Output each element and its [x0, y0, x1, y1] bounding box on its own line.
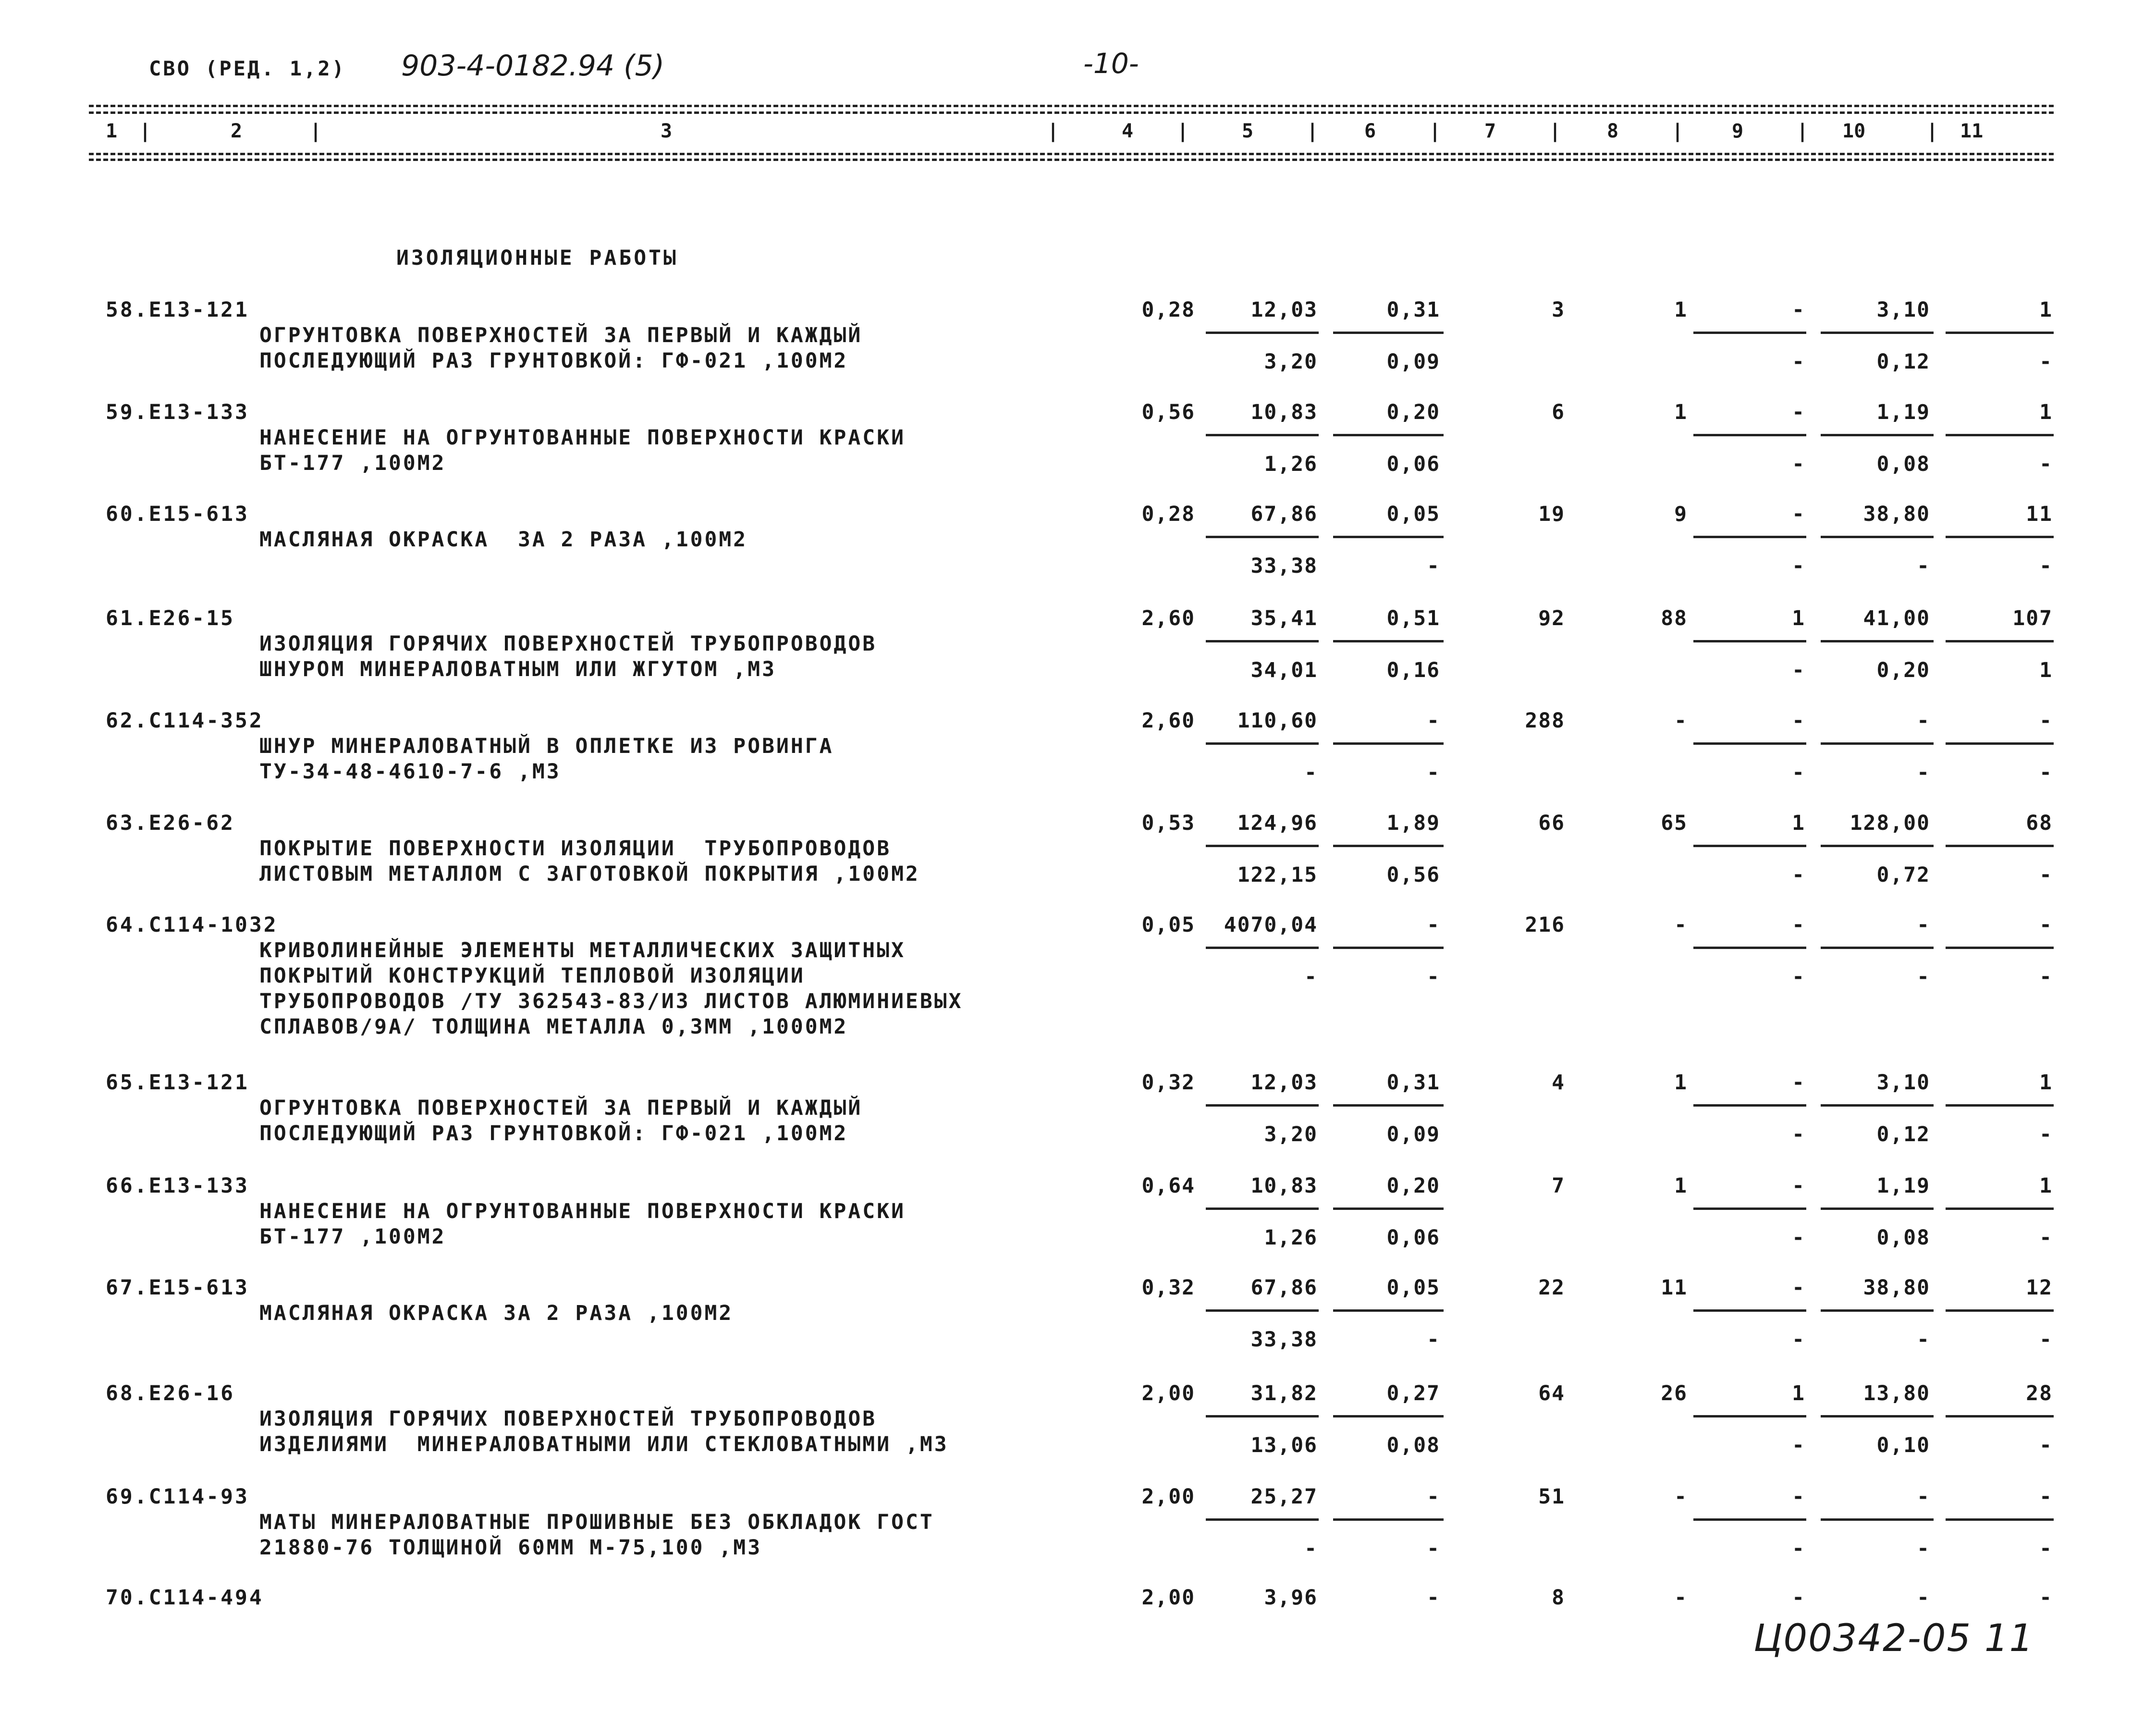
cell-b10: - — [1917, 1328, 1930, 1352]
cell-c11: 11 — [2026, 502, 2053, 526]
fraction-rule — [1333, 1309, 1444, 1312]
cell-c5: 10,83 — [1250, 1174, 1318, 1198]
cell-c4: 0,28 — [1141, 298, 1195, 322]
cell-b5: 13,06 — [1250, 1433, 1318, 1457]
column-separator: | — [1177, 120, 1189, 142]
fraction-rule — [1693, 1518, 1806, 1521]
cell-b11: - — [2039, 965, 2053, 989]
cell-b10: 0,10 — [1876, 1433, 1930, 1457]
fraction-rule — [1206, 845, 1319, 847]
cell-c10: 38,80 — [1863, 502, 1930, 526]
header-rule-bottom — [89, 153, 2054, 155]
row-code: 59.Е13-133 — [106, 400, 249, 424]
row-code: 65.Е13-121 — [106, 1071, 249, 1095]
header-rule-top — [89, 105, 2054, 107]
cell-b10: 0,12 — [1876, 1122, 1930, 1146]
cell-b6: - — [1427, 1537, 1440, 1561]
cell-c8: 11 — [1661, 1276, 1688, 1300]
fraction-rule — [1821, 1309, 1934, 1312]
cell-b5: 1,26 — [1264, 452, 1318, 476]
fraction-rule — [1333, 1104, 1444, 1107]
cell-c7: 66 — [1538, 811, 1565, 835]
cell-c9: 1 — [1792, 811, 1805, 835]
cell-c11: - — [2039, 1586, 2053, 1610]
cell-b11: - — [2039, 452, 2053, 476]
row-code: 67.Е15-613 — [106, 1276, 249, 1300]
cell-c11: 1 — [2039, 1174, 2053, 1198]
column-number: 8 — [1607, 120, 1619, 142]
cell-c7: 92 — [1538, 606, 1565, 630]
cell-c6: 0,20 — [1386, 400, 1440, 424]
fraction-rule — [1333, 845, 1444, 847]
row-code: 70.С114-494 — [106, 1586, 264, 1610]
fraction-rule — [1946, 536, 2054, 538]
column-separator: | — [1797, 120, 1809, 142]
column-number: 1 — [106, 120, 118, 142]
cell-b11: - — [2039, 554, 2053, 578]
fraction-rule — [1693, 1208, 1806, 1210]
cell-b6: - — [1427, 965, 1440, 989]
fraction-rule — [1333, 640, 1444, 642]
cell-b6: - — [1427, 761, 1440, 785]
row-description: КРИВОЛИНЕЙНЫЕ ЭЛЕМЕНТЫ МЕТАЛЛИЧЕСКИХ ЗАЩИТНЫХ ПОКРЫТИЙ КОНСТРУКЦИЙ ТЕПЛОВОЙ ИЗОЛЯЦИИ ТРУБОПРОВОДОВ /ТУ 362543-83/ИЗ ЛИСТОВ АЛЮМИНИЕВЫХ СПЛАВОВ/9А/ ТОЛЩИНА МЕТАЛЛА 0,3ММ ,1000М2 — [259, 938, 963, 1039]
cell-b5: 3,20 — [1264, 350, 1318, 374]
column-separator: | — [139, 120, 151, 142]
cell-c6: - — [1427, 1586, 1440, 1610]
header-rule-top-2 — [89, 111, 2054, 114]
table-row — [0, 502, 2156, 603]
row-description: ПОКРЫТИЕ ПОВЕРХНОСТИ ИЗОЛЯЦИИ ТРУБОПРОВОДОВ ЛИСТОВЫМ МЕТАЛЛОМ С ЗАГОТОВКОЙ ПОКРЫТИЯ ,100М2 — [259, 837, 920, 886]
cell-c5: 67,86 — [1250, 502, 1318, 526]
cell-b9: - — [1792, 1328, 1805, 1352]
cell-c10: 41,00 — [1863, 606, 1930, 630]
cell-c6: 0,31 — [1386, 1071, 1440, 1095]
row-description: ШНУР МИНЕРАЛОВАТНЫЙ В ОПЛЕТКЕ ИЗ РОВИНГА ТУ-34-48-4610-7-6 ,М3 — [259, 734, 834, 784]
cell-c4: 0,64 — [1141, 1174, 1195, 1198]
fraction-rule — [1333, 536, 1444, 538]
cell-b5: 3,20 — [1264, 1122, 1318, 1146]
fraction-rule — [1333, 434, 1444, 436]
row-description: ОГРУНТОВКА ПОВЕРХНОСТЕЙ ЗА ПЕРВЫЙ И КАЖДЫЙ ПОСЛЕДУЮЩИЙ РАЗ ГРУНТОВКОЙ: ГФ-021 ,100М2 — [259, 1096, 863, 1146]
cell-b10: - — [1917, 1537, 1930, 1561]
cell-b5: 33,38 — [1250, 1328, 1318, 1352]
fraction-rule — [1693, 947, 1806, 949]
cell-c11: - — [2039, 1485, 2053, 1509]
column-number: 10 — [1842, 120, 1866, 142]
column-number: 11 — [1960, 120, 1984, 142]
cell-b11: - — [2039, 1226, 2053, 1250]
cell-c6: 0,27 — [1386, 1381, 1440, 1405]
cell-c6: 0,51 — [1386, 606, 1440, 630]
cell-c10: 128,00 — [1850, 811, 1930, 835]
cell-c9: - — [1792, 1485, 1805, 1509]
fraction-rule — [1693, 1309, 1806, 1312]
row-code: 60.Е15-613 — [106, 502, 249, 526]
cell-c11: 107 — [2012, 606, 2053, 630]
cell-c4: 0,28 — [1141, 502, 1195, 526]
fraction-rule — [1333, 742, 1444, 745]
cell-c10: 3,10 — [1876, 1071, 1930, 1095]
fraction-rule — [1206, 947, 1319, 949]
fraction-rule — [1693, 536, 1806, 538]
fraction-rule — [1821, 742, 1934, 745]
column-number: 9 — [1732, 120, 1744, 142]
fraction-rule — [1206, 536, 1319, 538]
fraction-rule — [1206, 434, 1319, 436]
cell-b11: - — [2039, 1537, 2053, 1561]
cell-b9: - — [1792, 452, 1805, 476]
fraction-rule — [1821, 1104, 1934, 1107]
cell-c5: 124,96 — [1237, 811, 1318, 835]
cell-c8: - — [1674, 709, 1688, 733]
cell-c4: 2,00 — [1141, 1586, 1195, 1610]
fraction-rule — [1206, 640, 1319, 642]
cell-b9: - — [1792, 658, 1805, 682]
fraction-rule — [1821, 640, 1934, 642]
fraction-rule — [1206, 1104, 1319, 1107]
fraction-rule — [1693, 1104, 1806, 1107]
cell-c6: - — [1427, 1485, 1440, 1509]
table-row — [0, 811, 2156, 912]
cell-c6: 0,20 — [1386, 1174, 1440, 1198]
fraction-rule — [1333, 1415, 1444, 1417]
cell-c9: 1 — [1792, 1381, 1805, 1405]
fraction-rule — [1946, 332, 2054, 334]
cell-b11: - — [2039, 761, 2053, 785]
cell-b6: - — [1427, 1328, 1440, 1352]
fraction-rule — [1946, 434, 2054, 436]
row-code: 61.Е26-15 — [106, 606, 235, 630]
table-row — [0, 1174, 2156, 1275]
column-separator: | — [1549, 120, 1561, 142]
cell-b10: - — [1917, 965, 1930, 989]
table-row — [0, 1485, 2156, 1586]
cell-c6: 1,89 — [1386, 811, 1440, 835]
cell-c4: 0,56 — [1141, 400, 1195, 424]
cell-b6: 0,09 — [1386, 350, 1440, 374]
fraction-rule — [1821, 845, 1934, 847]
cell-b6: 0,09 — [1386, 1122, 1440, 1146]
fraction-rule — [1946, 845, 2054, 847]
cell-c10: - — [1917, 1485, 1930, 1509]
cell-c7: 3 — [1552, 298, 1565, 322]
fraction-rule — [1693, 845, 1806, 847]
cell-c10: - — [1917, 913, 1930, 937]
column-separator: | — [1429, 120, 1441, 142]
cell-b10: - — [1917, 761, 1930, 785]
row-code: 62.С114-352 — [106, 709, 264, 733]
cell-b11: - — [2039, 1328, 2053, 1352]
table-row — [0, 606, 2156, 707]
cell-c9: - — [1792, 1174, 1805, 1198]
header-rule-bottom-2 — [89, 159, 2054, 161]
cell-c10: - — [1917, 1586, 1930, 1610]
cell-c6: - — [1427, 709, 1440, 733]
cell-b6: 0,56 — [1386, 863, 1440, 887]
cell-c8: 65 — [1661, 811, 1688, 835]
cell-b5: 34,01 — [1250, 658, 1318, 682]
cell-b9: - — [1792, 350, 1805, 374]
cell-b6: 0,08 — [1386, 1433, 1440, 1457]
cell-b10: - — [1917, 554, 1930, 578]
cell-b5: - — [1304, 1537, 1318, 1561]
fraction-rule — [1946, 1104, 2054, 1107]
cell-c7: 4 — [1552, 1071, 1565, 1095]
section-title: ИЗОЛЯЦИОННЫЕ РАБОТЫ — [396, 246, 678, 270]
cell-c8: 1 — [1674, 1174, 1688, 1198]
cell-c6: 0,05 — [1386, 502, 1440, 526]
cell-c10: - — [1917, 709, 1930, 733]
table-row — [0, 1276, 2156, 1377]
table-row — [0, 1381, 2156, 1482]
page-number: -10- — [1083, 47, 1139, 80]
fraction-rule — [1946, 1518, 2054, 1521]
cell-c5: 110,60 — [1237, 709, 1318, 733]
cell-b11: - — [2039, 350, 2053, 374]
cell-c4: 0,53 — [1141, 811, 1195, 835]
cell-b9: - — [1792, 1537, 1805, 1561]
cell-b11: - — [2039, 863, 2053, 887]
cell-c5: 12,03 — [1250, 298, 1318, 322]
fraction-rule — [1821, 947, 1934, 949]
column-number: 5 — [1242, 120, 1254, 142]
fraction-rule — [1206, 1309, 1319, 1312]
row-description: ИЗОЛЯЦИЯ ГОРЯЧИХ ПОВЕРХНОСТЕЙ ТРУБОПРОВОДОВ ИЗДЕЛИЯМИ МИНЕРАЛОВАТНЫМИ ИЛИ СТЕКЛОВАТНЫМИ ,М3 — [259, 1407, 949, 1456]
column-separator: | — [1672, 120, 1684, 142]
cell-b6: 0,06 — [1386, 1226, 1440, 1250]
cell-c9: - — [1792, 1071, 1805, 1095]
row-code: 58.Е13-121 — [106, 298, 249, 322]
cell-c6: 0,31 — [1386, 298, 1440, 322]
cell-c6: 0,05 — [1386, 1276, 1440, 1300]
fraction-rule — [1693, 434, 1806, 436]
cell-c8: 9 — [1674, 502, 1688, 526]
cell-c8: 1 — [1674, 298, 1688, 322]
fraction-rule — [1206, 742, 1319, 745]
table-row — [0, 913, 2156, 1039]
column-number: 7 — [1484, 120, 1496, 142]
cell-c4: 0,32 — [1141, 1071, 1195, 1095]
cell-c7: 216 — [1525, 913, 1565, 937]
fraction-rule — [1821, 1518, 1934, 1521]
cell-c11: 68 — [2026, 811, 2053, 835]
cell-c10: 13,80 — [1863, 1381, 1930, 1405]
archive-stamp: Ц00342-05 11 — [1753, 1617, 2034, 1660]
cell-c8: 1 — [1674, 1071, 1688, 1095]
cell-c7: 19 — [1538, 502, 1565, 526]
table-row — [0, 298, 2156, 399]
column-separator: | — [1926, 120, 1938, 142]
cell-c7: 51 — [1538, 1485, 1565, 1509]
cell-b11: 1 — [2039, 658, 2053, 682]
cell-b5: - — [1304, 761, 1318, 785]
cell-b9: - — [1792, 1122, 1805, 1146]
fraction-rule — [1206, 1518, 1319, 1521]
cell-b5: 33,38 — [1250, 554, 1318, 578]
cell-c7: 7 — [1552, 1174, 1565, 1198]
column-number: 6 — [1364, 120, 1376, 142]
cell-c5: 10,83 — [1250, 400, 1318, 424]
cell-c5: 31,82 — [1250, 1381, 1318, 1405]
cell-c7: 8 — [1552, 1586, 1565, 1610]
cell-c9: - — [1792, 1586, 1805, 1610]
cell-c11: - — [2039, 913, 2053, 937]
cell-c11: 1 — [2039, 298, 2053, 322]
fraction-rule — [1333, 1518, 1444, 1521]
fraction-rule — [1693, 1415, 1806, 1417]
fraction-rule — [1821, 1415, 1934, 1417]
cell-c8: - — [1674, 913, 1688, 937]
fraction-rule — [1821, 536, 1934, 538]
cell-c9: - — [1792, 400, 1805, 424]
fraction-rule — [1946, 1208, 2054, 1210]
cell-b5: 122,15 — [1237, 863, 1318, 887]
cell-b10: 0,72 — [1876, 863, 1930, 887]
cell-c11: 1 — [2039, 1071, 2053, 1095]
row-code: 68.Е26-16 — [106, 1381, 235, 1405]
cell-c11: 28 — [2026, 1381, 2053, 1405]
fraction-rule — [1693, 640, 1806, 642]
cell-c5: 67,86 — [1250, 1276, 1318, 1300]
cell-c5: 3,96 — [1264, 1586, 1318, 1610]
cell-b9: - — [1792, 1433, 1805, 1457]
cell-b6: 0,16 — [1386, 658, 1440, 682]
cell-c9: - — [1792, 502, 1805, 526]
cell-c8: - — [1674, 1586, 1688, 1610]
cell-b10: 0,08 — [1876, 452, 1930, 476]
column-separator: | — [1047, 120, 1059, 142]
cell-b11: - — [2039, 1122, 2053, 1146]
fraction-rule — [1821, 434, 1934, 436]
row-description: МАСЛЯНАЯ ОКРАСКА ЗА 2 РАЗА ,100М2 — [259, 528, 748, 552]
fraction-rule — [1946, 1309, 2054, 1312]
cell-c5: 12,03 — [1250, 1071, 1318, 1095]
cell-c9: 1 — [1792, 606, 1805, 630]
column-number: 3 — [661, 120, 673, 142]
cell-b5: - — [1304, 965, 1318, 989]
cell-c8: - — [1674, 1485, 1688, 1509]
cell-c10: 38,80 — [1863, 1276, 1930, 1300]
fraction-rule — [1693, 332, 1806, 334]
cell-b10: 0,20 — [1876, 658, 1930, 682]
row-code: 66.Е13-133 — [106, 1174, 249, 1198]
cell-b11: - — [2039, 1433, 2053, 1457]
column-separator: | — [310, 120, 322, 142]
cell-b9: - — [1792, 863, 1805, 887]
cell-c5: 4070,04 — [1224, 913, 1318, 937]
fraction-rule — [1946, 742, 2054, 745]
row-description: МАТЫ МИНЕРАЛОВАТНЫЕ ПРОШИВНЫЕ БЕЗ ОБКЛАДОК ГОСТ 21880-76 ТОЛЩИНОЙ 60ММ М-75,100 ,М3 — [259, 1510, 934, 1560]
cell-c4: 0,32 — [1141, 1276, 1195, 1300]
cell-b9: - — [1792, 761, 1805, 785]
column-separator: | — [1307, 120, 1319, 142]
row-description: ОГРУНТОВКА ПОВЕРХНОСТЕЙ ЗА ПЕРВЫЙ И КАЖДЫЙ ПОСЛЕДУЮЩИЙ РАЗ ГРУНТОВКОЙ: ГФ-021 ,100М2 — [259, 323, 863, 373]
fraction-rule — [1946, 640, 2054, 642]
form-code: СВО (РЕД. 1,2) — [149, 57, 346, 80]
row-code: 69.С114-93 — [106, 1485, 249, 1509]
cell-c8: 26 — [1661, 1381, 1688, 1405]
cell-c9: - — [1792, 709, 1805, 733]
cell-c5: 35,41 — [1250, 606, 1318, 630]
cell-c10: 3,10 — [1876, 298, 1930, 322]
row-code: 63.Е26-62 — [106, 811, 235, 835]
table-row — [0, 400, 2156, 501]
column-number: 2 — [231, 120, 243, 142]
fraction-rule — [1946, 1415, 2054, 1417]
cell-c7: 6 — [1552, 400, 1565, 424]
fraction-rule — [1206, 1208, 1319, 1210]
fraction-rule — [1333, 1208, 1444, 1210]
cell-c10: 1,19 — [1876, 400, 1930, 424]
cell-c4: 2,60 — [1141, 606, 1195, 630]
cell-b6: 0,06 — [1386, 452, 1440, 476]
cell-b9: - — [1792, 965, 1805, 989]
table-row — [0, 709, 2156, 810]
row-description: НАНЕСЕНИЕ НА ОГРУНТОВАННЫЕ ПОВЕРХНОСТИ КРАСКИ БТ-177 ,100М2 — [259, 1199, 906, 1249]
cell-c9: - — [1792, 298, 1805, 322]
cell-c8: 88 — [1661, 606, 1688, 630]
cell-c4: 0,05 — [1141, 913, 1195, 937]
cell-c4: 2,00 — [1141, 1485, 1195, 1509]
cell-c11: - — [2039, 709, 2053, 733]
fraction-rule — [1821, 332, 1934, 334]
fraction-rule — [1946, 947, 2054, 949]
cell-c9: - — [1792, 913, 1805, 937]
fraction-rule — [1333, 332, 1444, 334]
fraction-rule — [1333, 947, 1444, 949]
cell-c10: 1,19 — [1876, 1174, 1930, 1198]
cell-b5: 1,26 — [1264, 1226, 1318, 1250]
fraction-rule — [1693, 742, 1806, 745]
cell-b10: 0,12 — [1876, 350, 1930, 374]
cell-b9: - — [1792, 1226, 1805, 1250]
column-number: 4 — [1122, 120, 1134, 142]
cell-c11: 1 — [2039, 400, 2053, 424]
cell-c11: 12 — [2026, 1276, 2053, 1300]
cell-c8: 1 — [1674, 400, 1688, 424]
row-description: НАНЕСЕНИЕ НА ОГРУНТОВАННЫЕ ПОВЕРХНОСТИ КРАСКИ БТ-177 ,100М2 — [259, 426, 906, 475]
row-description: МАСЛЯНАЯ ОКРАСКА ЗА 2 РАЗА ,100М2 — [259, 1301, 734, 1325]
cell-b6: - — [1427, 554, 1440, 578]
cell-c6: - — [1427, 913, 1440, 937]
cell-b10: 0,08 — [1876, 1226, 1930, 1250]
row-code: 64.С114-1032 — [106, 913, 278, 937]
fraction-rule — [1206, 1415, 1319, 1417]
cell-c7: 288 — [1525, 709, 1565, 733]
fraction-rule — [1206, 332, 1319, 334]
cell-c5: 25,27 — [1250, 1485, 1318, 1509]
document-number: 903-4-0182.94 (5) — [401, 49, 665, 83]
cell-b9: - — [1792, 554, 1805, 578]
cell-c4: 2,00 — [1141, 1381, 1195, 1405]
cell-c4: 2,60 — [1141, 709, 1195, 733]
fraction-rule — [1821, 1208, 1934, 1210]
cell-c7: 22 — [1538, 1276, 1565, 1300]
cell-c9: - — [1792, 1276, 1805, 1300]
table-row — [0, 1071, 2156, 1171]
cell-c7: 64 — [1538, 1381, 1565, 1405]
row-description: ИЗОЛЯЦИЯ ГОРЯЧИХ ПОВЕРХНОСТЕЙ ТРУБОПРОВОДОВ ШНУРОМ МИНЕРАЛОВАТНЫМ ИЛИ ЖГУТОМ ,М3 — [259, 632, 877, 681]
